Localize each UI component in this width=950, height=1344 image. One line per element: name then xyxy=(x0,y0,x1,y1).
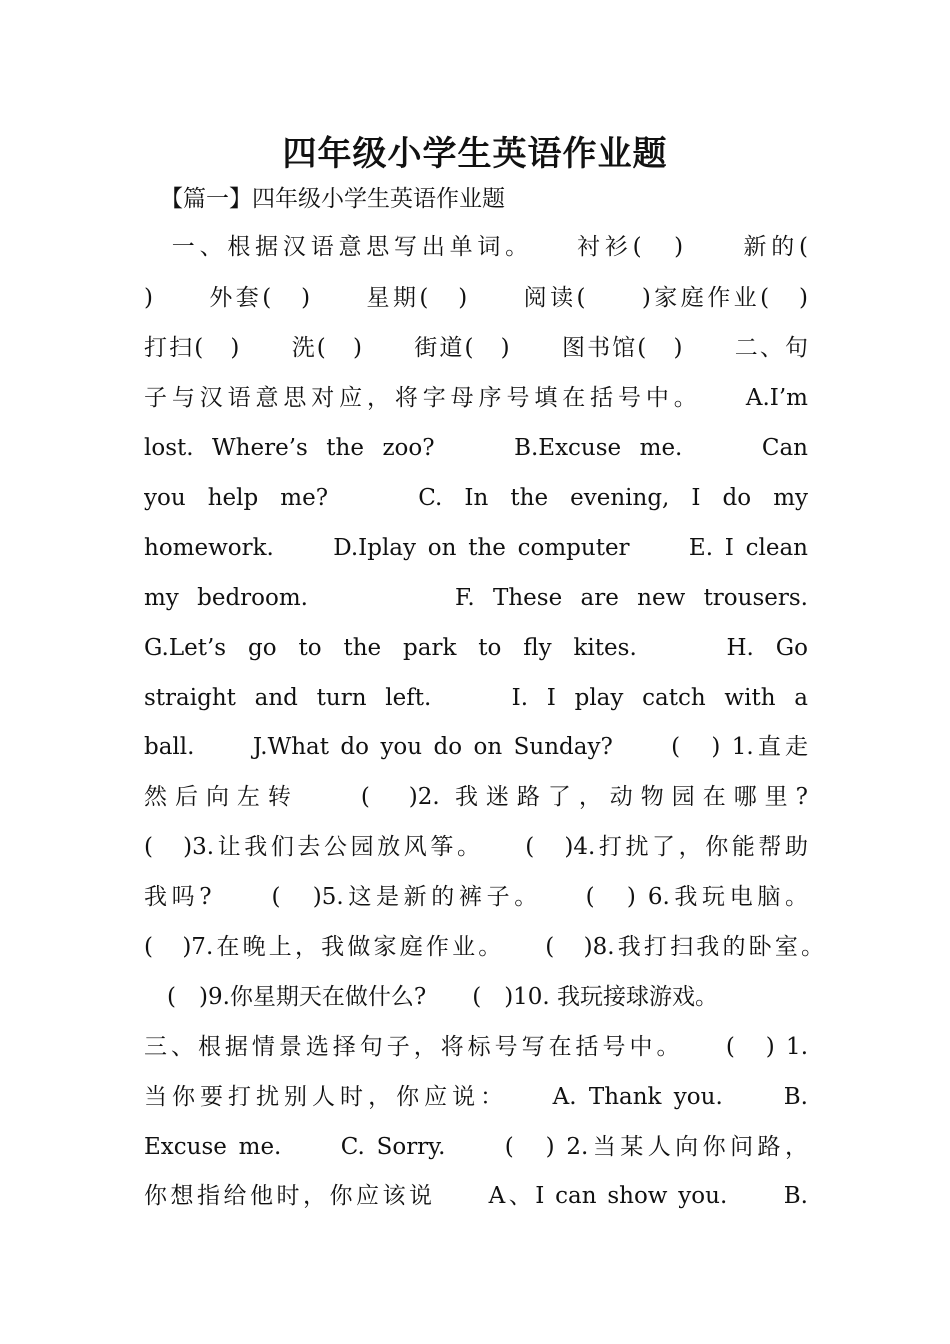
document-title: 四年级小学生英语作业题 xyxy=(282,134,668,174)
text-line: 打扫( ) 洗( ) 街道( ) 图书馆( ) 二、句 xyxy=(144,335,808,361)
text-line: 当你要打扰别人时，你应说： A. Thank you. B. xyxy=(144,1084,808,1110)
section-heading: 【篇一】四年级小学生英语作业题 xyxy=(160,186,505,212)
text-line: ( )9.你星期天在做什么? ( )10. 我玩接球游戏。 xyxy=(144,984,719,1010)
text-line: 三、根据情景选择句子，将标号写在括号中。 ( ) 1. xyxy=(144,1034,808,1060)
text-line: Excuse me. C. Sorry. ( ) 2.当某人向你问路， xyxy=(144,1134,808,1160)
text-line: ( )7.在晚上，我做家庭作业。 ( )8.我打扫我的卧室。 xyxy=(144,934,824,960)
text-line: you help me? C. In the evening, I do my xyxy=(144,485,808,511)
text-line: G.Let’s go to the park to fly kites. H. Go xyxy=(144,635,808,661)
text-line: straight and turn left. I. I play catch with a xyxy=(144,685,808,711)
text-line: my bedroom. F. These are new trousers. xyxy=(144,585,808,611)
text-line: ( )3.让我们去公园放风筝。 ( )4.打扰了，你能帮助 xyxy=(144,834,808,860)
text-line: 我吗? ( )5.这是新的裤子。 ( ) 6.我玩电脑。 xyxy=(144,884,808,910)
text-line: ball. J.What do you do on Sunday? ( ) 1.直走 xyxy=(144,734,808,760)
text-line: 子与汉语意思对应，将字母序号填在括号中。 A.I’m xyxy=(144,385,808,411)
text-line: 然后向左转 ( )2. 我迷路了，动物园在哪里? xyxy=(144,784,808,810)
text-line: 一、根据汉语意思写出单词。 衬衫( ) 新的( xyxy=(144,234,808,260)
text-line: 你想指给他时，你应该说 A、I can show you. B. xyxy=(144,1183,808,1209)
text-line: ) 外套( ) 星期( ) 阅读( )家庭作业( ) xyxy=(144,285,808,311)
text-line: lost. Where’s the zoo? B.Excuse me. Can xyxy=(144,435,808,461)
text-line: homework. D.Iplay on the computer E. I clean xyxy=(144,535,808,561)
